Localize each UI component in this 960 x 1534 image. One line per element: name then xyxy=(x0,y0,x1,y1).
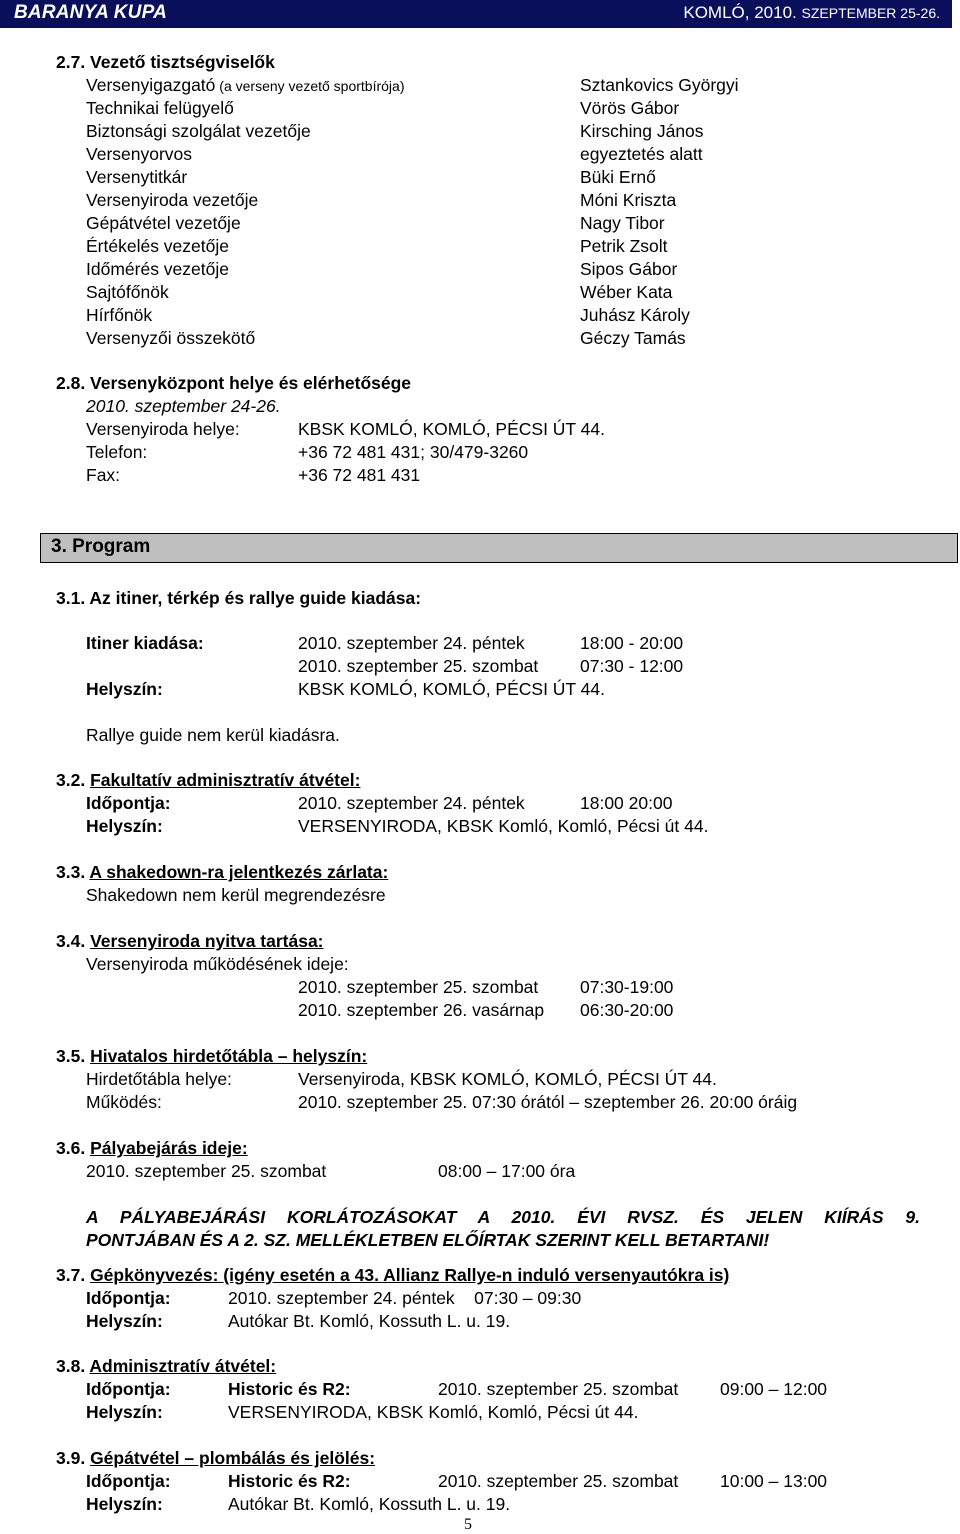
official-name: Géczy Tamás xyxy=(580,328,686,348)
official-name: Wéber Kata xyxy=(580,282,673,302)
s38-category: Historic és R2: xyxy=(228,1379,351,1399)
s37-place-label: Helyszín: xyxy=(86,1311,163,1331)
official-role: Biztonsági szolgálat vezetője xyxy=(86,121,311,141)
official-role: Sajtófőnök xyxy=(86,282,169,302)
s32-time-label: Időpontja: xyxy=(86,793,171,813)
shakedown-note: Shakedown nem kerül megrendezésre xyxy=(86,885,386,905)
rallye-guide-note: Rallye guide nem kerül kiadásra. xyxy=(86,725,340,745)
board-label: Hirdetőtábla helye: xyxy=(86,1069,232,1089)
s37-place-value: Autókar Bt. Komló, Kossuth L. u. 19. xyxy=(228,1311,511,1331)
official-name: Sztankovics Györgyi xyxy=(580,75,739,95)
official-role: Versenyzői összekötő xyxy=(86,328,256,348)
office-label: Versenyiroda helye: xyxy=(86,419,240,439)
official-role: Versenytitkár xyxy=(86,167,188,187)
section-2-7-title: 2.7. Vezető tisztségviselők xyxy=(56,52,275,72)
recce-warning-line-2: PONTJÁBAN ÉS A 2. SZ. MELLÉKLETBEN ELŐÍRTAK SZERINT KELL BETARTANI! xyxy=(86,1230,770,1250)
s38-place-label: Helyszín: xyxy=(86,1402,163,1422)
recce-warning-line-1: A PÁLYABEJÁRÁSI KORLÁTOZÁSOKAT A 2010. ÉVI RVSZ. ÉS JELEN KIÍRÁS 9. xyxy=(86,1207,920,1227)
phone-value: +36 72 481 431; 30/479-3260 xyxy=(298,442,529,462)
board-op-label: Működés: xyxy=(86,1092,162,1112)
official-name: Sipos Gábor xyxy=(580,259,678,279)
recce-time: 08:00 – 17:00 óra xyxy=(438,1161,576,1181)
official-role: Gépátvétel vezetője xyxy=(86,213,241,233)
itiner-place-value: KBSK KOMLÓ, KOMLÓ, PÉCSI ÚT 44. xyxy=(298,679,605,699)
official-role: Versenyigazgató (a verseny vezető sportbírója) xyxy=(86,75,405,95)
s39-place-label: Helyszín: xyxy=(86,1494,163,1514)
itiner-label: Itiner kiadása: xyxy=(86,633,204,653)
fax-value: +36 72 481 431 xyxy=(298,465,421,485)
office-hours-date-1: 2010. szeptember 25. szombat xyxy=(298,977,539,997)
official-name: Kirsching János xyxy=(580,121,704,141)
official-name: egyeztetés alatt xyxy=(580,144,703,164)
s37-time-value: 2010. szeptember 24. péntek 07:30 – 09:30 xyxy=(228,1288,582,1308)
s38-time-date: 2010. szeptember 25. szombat xyxy=(438,1379,679,1399)
section-3-6-title: 3.6. Pályabejárás ideje: xyxy=(56,1138,248,1158)
official-role: Időmérés vezetője xyxy=(86,259,229,279)
s38-place-value: VERSENYIRODA, KBSK Komló, Komló, Pécsi út 44. xyxy=(228,1402,639,1422)
s37-time-label: Időpontja: xyxy=(86,1288,171,1308)
official-role: Hírfőnök xyxy=(86,305,153,325)
itiner-time-1: 18:00 - 20:00 xyxy=(580,633,684,653)
itiner-time-2: 07:30 - 12:00 xyxy=(580,656,684,676)
s32-place-value: VERSENYIRODA, KBSK Komló, Komló, Pécsi út 44. xyxy=(298,816,709,836)
section-3-5-title: 3.5. Hivatalos hirdetőtábla – helyszín: xyxy=(56,1046,368,1066)
phone-label: Telefon: xyxy=(86,442,148,462)
s32-time-value: 18:00 20:00 xyxy=(580,793,673,813)
section-3-7-title: 3.7. Gépkönyvezés: (igény esetén a 43. Allianz Rallye-n induló versenyautókra is) xyxy=(56,1265,730,1285)
office-hours-date-2: 2010. szeptember 26. vasárnap xyxy=(298,1000,545,1020)
official-name: Vörös Gábor xyxy=(580,98,680,118)
centre-date: 2010. szeptember 24-26. xyxy=(86,396,281,416)
official-role: Értékelés vezetője xyxy=(86,236,229,256)
official-name: Nagy Tibor xyxy=(580,213,665,233)
recce-date: 2010. szeptember 25. szombat xyxy=(86,1161,327,1181)
section-3-2-title: 3.2. Fakultatív adminisztratív átvétel: xyxy=(56,770,361,790)
program-heading: 3. Program xyxy=(51,536,151,557)
itiner-date-2: 2010. szeptember 25. szombat xyxy=(298,656,539,676)
office-hours-time-2: 06:30-20:00 xyxy=(580,1000,674,1020)
s38-time-label: Időpontja: xyxy=(86,1379,171,1399)
s39-place-value: Autókar Bt. Komló, Kossuth L. u. 19. xyxy=(228,1494,511,1514)
s39-category: Historic és R2: xyxy=(228,1471,351,1491)
office-value: KBSK KOMLÓ, KOMLÓ, PÉCSI ÚT 44. xyxy=(298,419,605,439)
official-name: Büki Ernő xyxy=(580,167,656,187)
s39-time-label: Időpontja: xyxy=(86,1471,171,1491)
section-3-4-title: 3.4. Versenyiroda nyitva tartása: xyxy=(56,931,324,951)
s32-place-label: Helyszín: xyxy=(86,816,163,836)
s39-time-date: 2010. szeptember 25. szombat xyxy=(438,1471,679,1491)
board-value: Versenyiroda, KBSK KOMLÓ, KOMLÓ, PÉCSI ÚT 44. xyxy=(298,1069,717,1089)
office-hours-time-1: 07:30-19:00 xyxy=(580,977,674,997)
header-date: KOMLÓ, 2010. SZEPTEMBER 25-26. xyxy=(683,3,940,22)
official-name: Móni Kriszta xyxy=(580,190,677,210)
program-heading-box xyxy=(40,533,958,563)
section-3-9-title: 3.9. Gépátvétel – plombálás és jelölés: xyxy=(56,1448,376,1468)
header-title: BARANYA KUPA xyxy=(14,2,167,23)
official-role: Versenyiroda vezetője xyxy=(86,190,259,210)
itiner-date-1: 2010. szeptember 24. péntek xyxy=(298,633,525,653)
itiner-place-label: Helyszín: xyxy=(86,679,163,699)
section-2-8-title: 2.8. Versenyközpont helye és elérhetősége xyxy=(56,373,412,393)
s39-time-value: 10:00 – 13:00 xyxy=(720,1471,828,1491)
page-header xyxy=(0,0,952,28)
s32-time-date: 2010. szeptember 24. péntek xyxy=(298,793,525,813)
official-role: Technikai felügyelő xyxy=(86,98,234,118)
section-3-3-title: 3.3. A shakedown-ra jelentkezés zárlata: xyxy=(56,862,389,882)
official-role: Versenyorvos xyxy=(86,144,193,164)
section-3-1-title: 3.1. Az itiner, térkép és rallye guide kiadása: xyxy=(56,588,422,608)
s38-time-value: 09:00 – 12:00 xyxy=(720,1379,828,1399)
fax-label: Fax: xyxy=(86,465,121,485)
office-hours-label: Versenyiroda működésének ideje: xyxy=(86,954,349,974)
section-3-8-title: 3.8. Adminisztratív átvétel: xyxy=(56,1356,277,1376)
board-op-value: 2010. szeptember 25. 07:30 órától – szeptember 26. 20:00 óráig xyxy=(298,1092,798,1112)
official-name: Juhász Károly xyxy=(580,305,690,325)
page-number: 5 xyxy=(464,1516,472,1533)
official-name: Petrik Zsolt xyxy=(580,236,668,256)
